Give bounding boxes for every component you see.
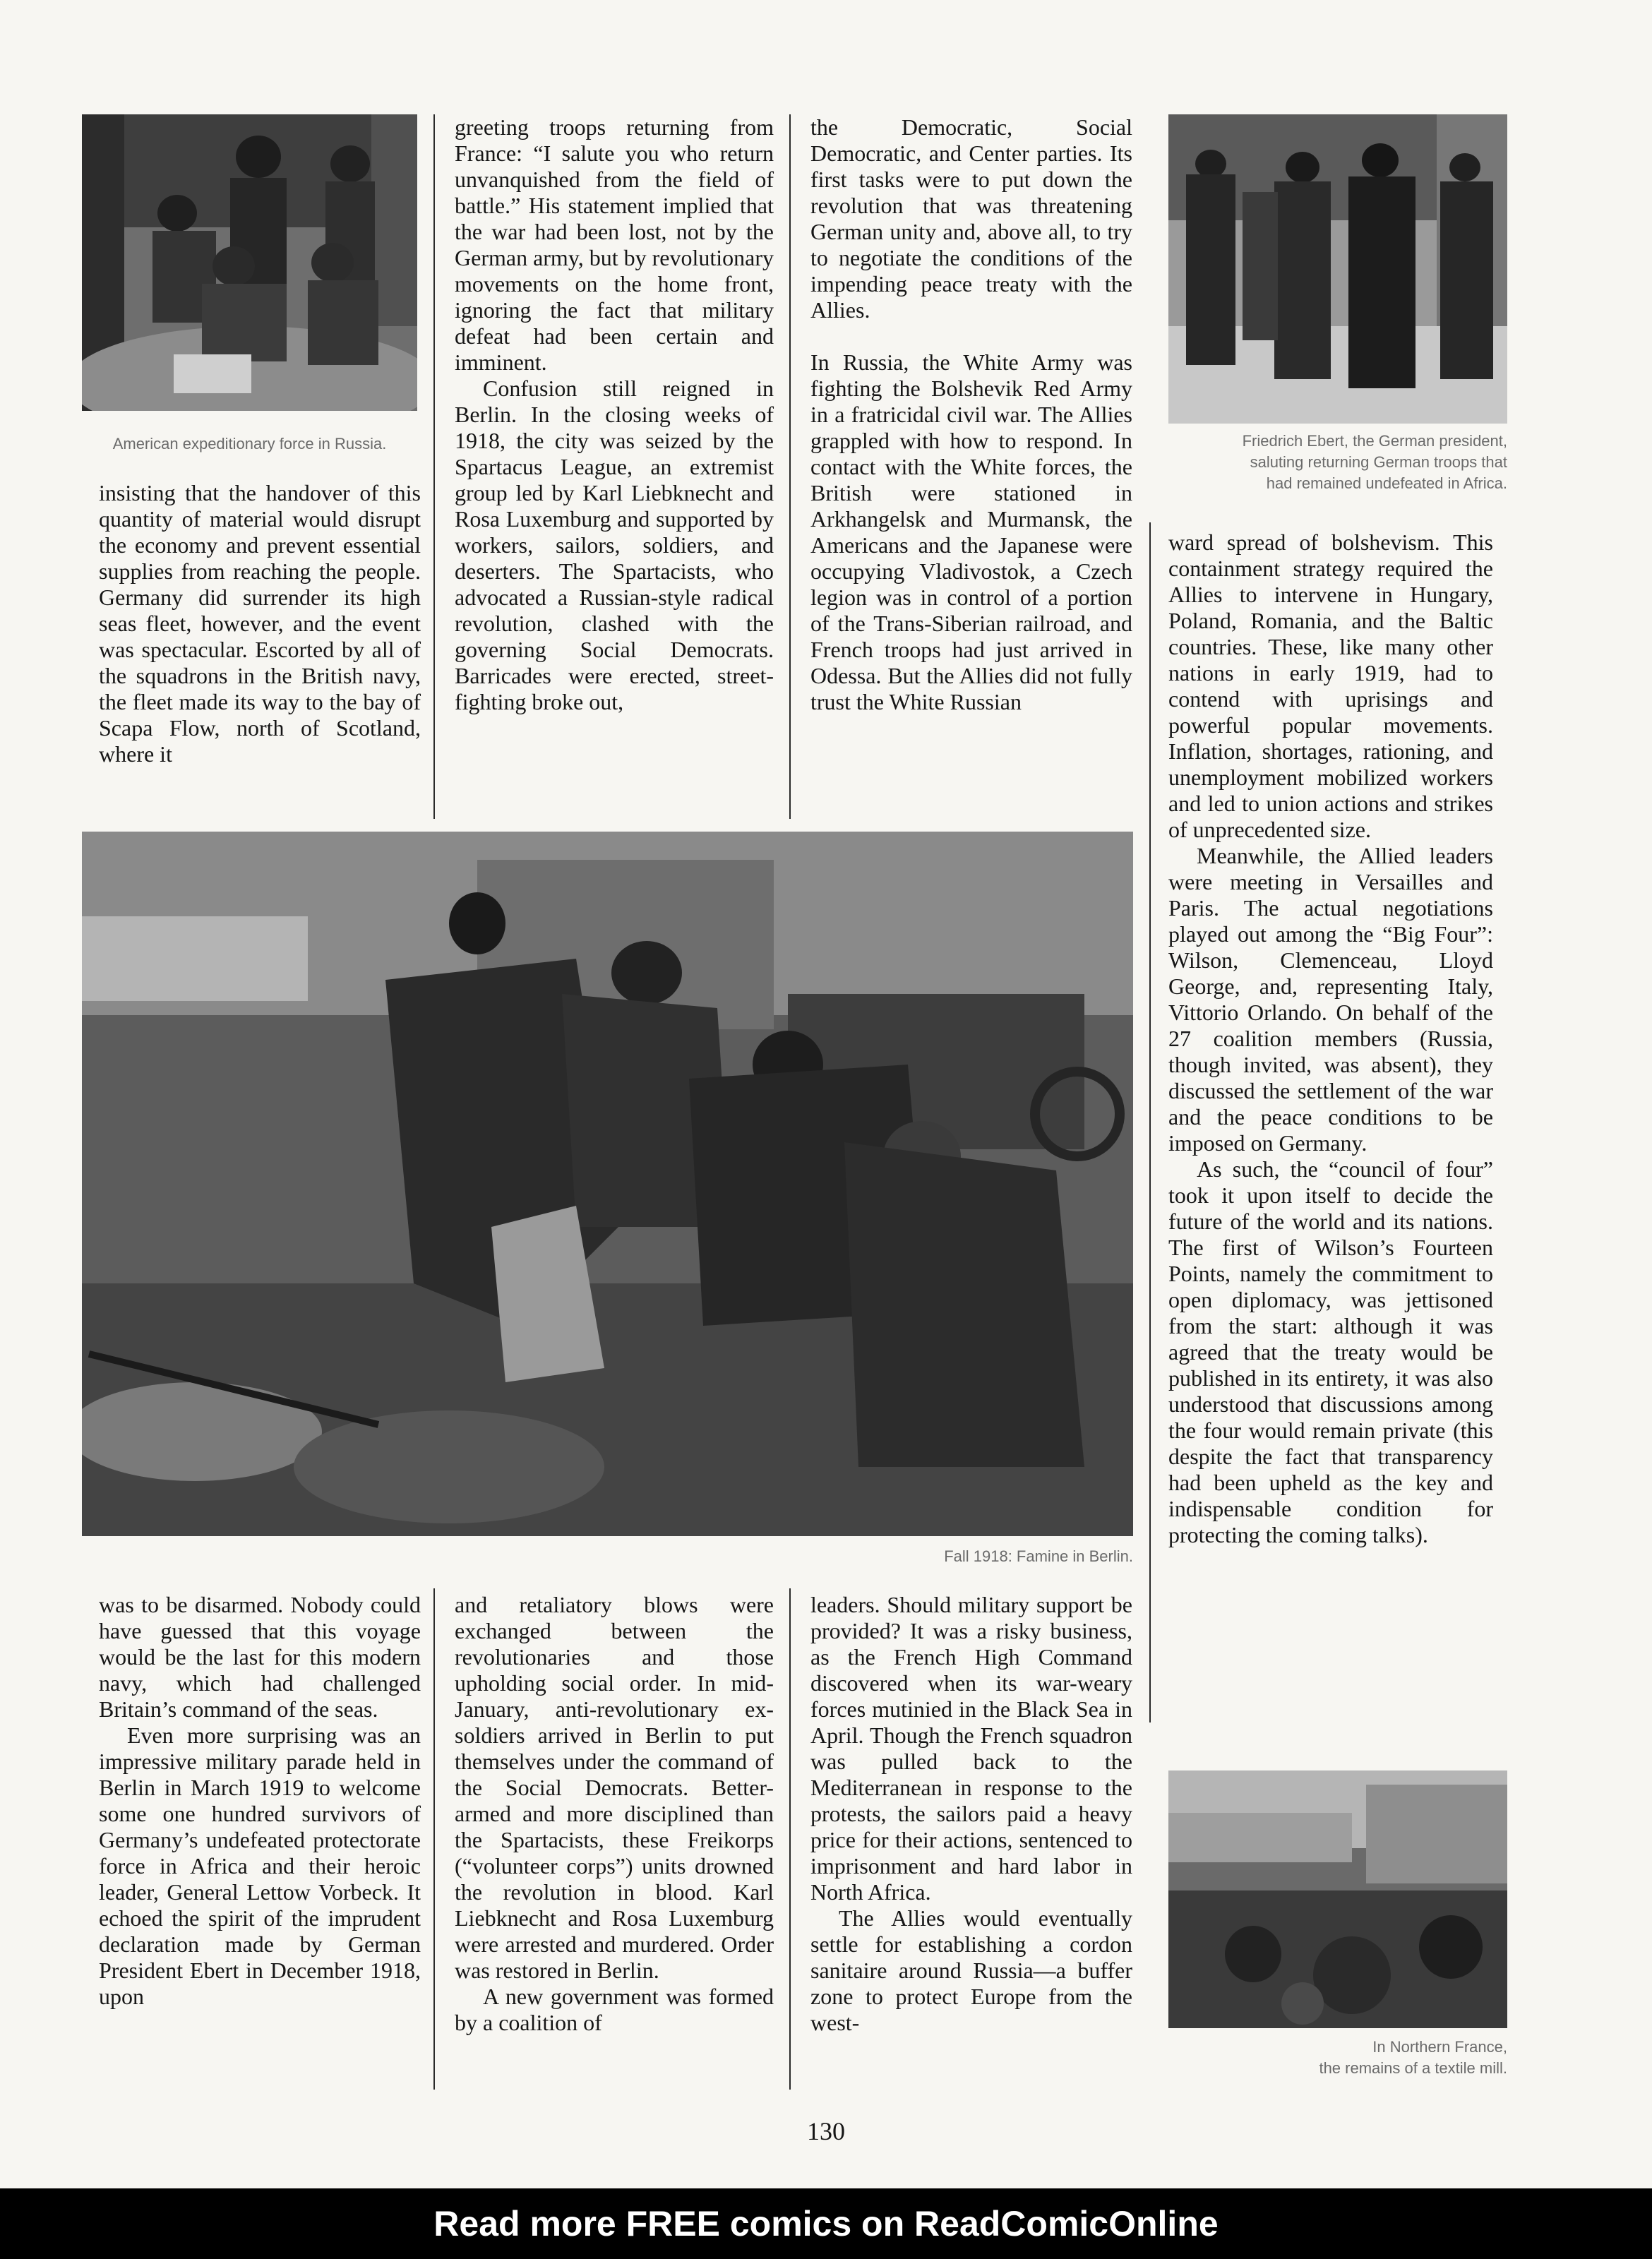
caption-textile-mill-line-2: the remains of a textile mill. (1319, 2059, 1507, 2077)
photo-american-expeditionary-force (82, 114, 417, 411)
column-rule (433, 114, 435, 819)
column-2-top (455, 114, 774, 715)
column-2-bottom (455, 1592, 774, 2036)
paragraph: Confusion still reigned in Berlin. In the closing weeks of 1918, the city was seized by the Spartacus League, an extremist group led by Karl Liebknecht and Rosa Luxemburg and supported by workers, sailors, soldiers, and deserters. The Spartacists, who advocated a Russian-style radical revolution, clashed with the governing Social Democrats. Barricades were erected, street-fighting broke out, (455, 376, 774, 714)
column-4 (1168, 529, 1493, 1548)
caption-ebert-line-3: had remained undefeated in Africa. (1266, 474, 1507, 492)
paragraph: was to be disarmed. Nobody could have guessed that this voyage would be the last for this modern navy, which had challenged Britain’s command of the seas. (99, 1592, 421, 1722)
paragraph: greeting troops returning from France: “I salute you who return unvanquished from the field of battle.” His statement implied that the war had been lost, not by the German army, but by revolutionary movements on the home front, ignoring the fact that military defeat had been certain and imminent. (455, 114, 774, 375)
column-3-bottom (810, 1592, 1132, 2036)
paragraph: Meanwhile, the Allied leaders were meeting in Versailles and Paris. The actual negotiations played out among the “Big Four”: Wilson, Clemenceau, Lloyd George, and, representing Italy, Vittorio Orlando. On behalf of the 27 coalition members (Russia, though invited, was absent), they discussed the settlement of the war and the peace conditions to be imposed on Germany. (1168, 843, 1493, 1156)
paragraph: and retaliatory blows were exchanged between the revolutionaries and those upholding social order. In mid-January, anti-revolutionary ex-soldiers arrived in Berlin to put themselves under the command of the Social Democrats. Better-armed and more disciplined than the Spartacists, these Freikorps (“volunteer corps”) units drowned the revolution in blood. Karl Liebknecht and Rosa Luxemburg were arrested and murdered. Order was restored in Berlin. (455, 1592, 774, 1983)
column-rule (1149, 522, 1151, 1722)
column-rule (789, 114, 791, 819)
promo-banner[interactable]: Read more FREE comics on ReadComicOnline (0, 2188, 1652, 2259)
paragraph: The Allies would eventually settle for establishing a cordon sanitaire around Russia—a buffer zone to protect Europe from the west- (810, 1905, 1132, 2035)
column-1-top (99, 480, 421, 767)
column-rule (789, 1588, 791, 2090)
photo-famine-in-berlin (82, 832, 1133, 1536)
paragraph: In Russia, the White Army was fighting the Bolshevik Red Army in a fratricidal civil war. The Allies grappled with how to respond. In contact with the White forces, the British were stationed in Arkhangelsk and Murmansk, the Americans and the Japanese were occupying Vladivostok, a Czech legion was in control of a portion of the Trans-Siberian railroad, and French troops had just arrived in Odessa. But the Allies did not fully trust the White Russian (810, 349, 1132, 714)
photo-textile-mill-ruins (1168, 1770, 1507, 2028)
column-1-bottom (99, 1592, 421, 2010)
paragraph: leaders. Should military support be provided? It was a risky business, as the French High Command discovered when its war-weary forces mutinied in the Black Sea in April. Though the French squadron was pulled back to the Mediterranean in response to the protests, the sailors paid a heavy price for their actions, sentenced to imprisonment and hard labor in North Africa. (810, 1592, 1132, 1905)
page-number: 130 (807, 2117, 845, 2145)
paragraph: ward spread of bolshevism. This containment strategy required the Allies to intervene in Hungary, Poland, Romania, and the Baltic countries. These, like many other nations in early 1919, had to contend with uprisings and powerful popular movements. Inflation, shortages, rationing, and unemployment mobilized workers and led to union actions and strikes of unprecedented size. (1168, 529, 1493, 842)
caption-famine-in-berlin: Fall 1918: Famine in Berlin. (944, 1547, 1133, 1565)
photo-ebert-saluting (1168, 114, 1507, 424)
caption-ebert (1151, 431, 1507, 494)
paragraph: As such, the “council of four” took it upon itself to decide the future of the world and its nations. The first of Wilson’s Fourteen Points, namely the commitment to open diplomacy, was jettisoned from the start: although it was agreed that the treaty would be published in its entirety, it was also understood that discussions among the four would remain private (this despite the fact that transparency had been upheld as the key and indispensable condition for protecting the coming talks). (1168, 1156, 1493, 1547)
caption-ebert-line-2: saluting returning German troops that (1250, 453, 1507, 471)
caption-textile-mill-line-1: In Northern France, (1372, 2038, 1507, 2056)
caption-american-expeditionary-force: American expeditionary force in Russia. (112, 435, 387, 453)
paragraph: insisting that the handover of this quantity of material would disrupt the economy and prevent essential supplies from reaching the people. Germany did surrender its high seas fleet, however, and the event was spectacular. Escorted by all of the squadrons in the British navy, the fleet made its way to the bay of Scapa Flow, north of Scotland, where it (99, 480, 421, 767)
paragraph: the Democratic, Social Democratic, and Center parties. Its first tasks were to put down the revolution that was threatening German unity and, above all, to try to negotiate the conditions of the impending peace treaty with the Allies. (810, 114, 1132, 323)
paragraph: Even more surprising was an impressive military parade held in Berlin in March 1919 to welcome some one hundred survivors of Germany’s undefeated protectorate force in Africa and their heroic leader, General Lettow Vorbeck. It echoed the spirit of the imprudent declaration made by German President Ebert in December 1918, upon (99, 1722, 421, 2009)
paragraph: A new government was formed by a coalition of (455, 1984, 774, 2035)
column-rule (433, 1588, 435, 2090)
column-3-top (810, 114, 1132, 715)
caption-textile-mill (1168, 2037, 1507, 2079)
caption-ebert-line-1: Friedrich Ebert, the German president, (1242, 432, 1507, 450)
